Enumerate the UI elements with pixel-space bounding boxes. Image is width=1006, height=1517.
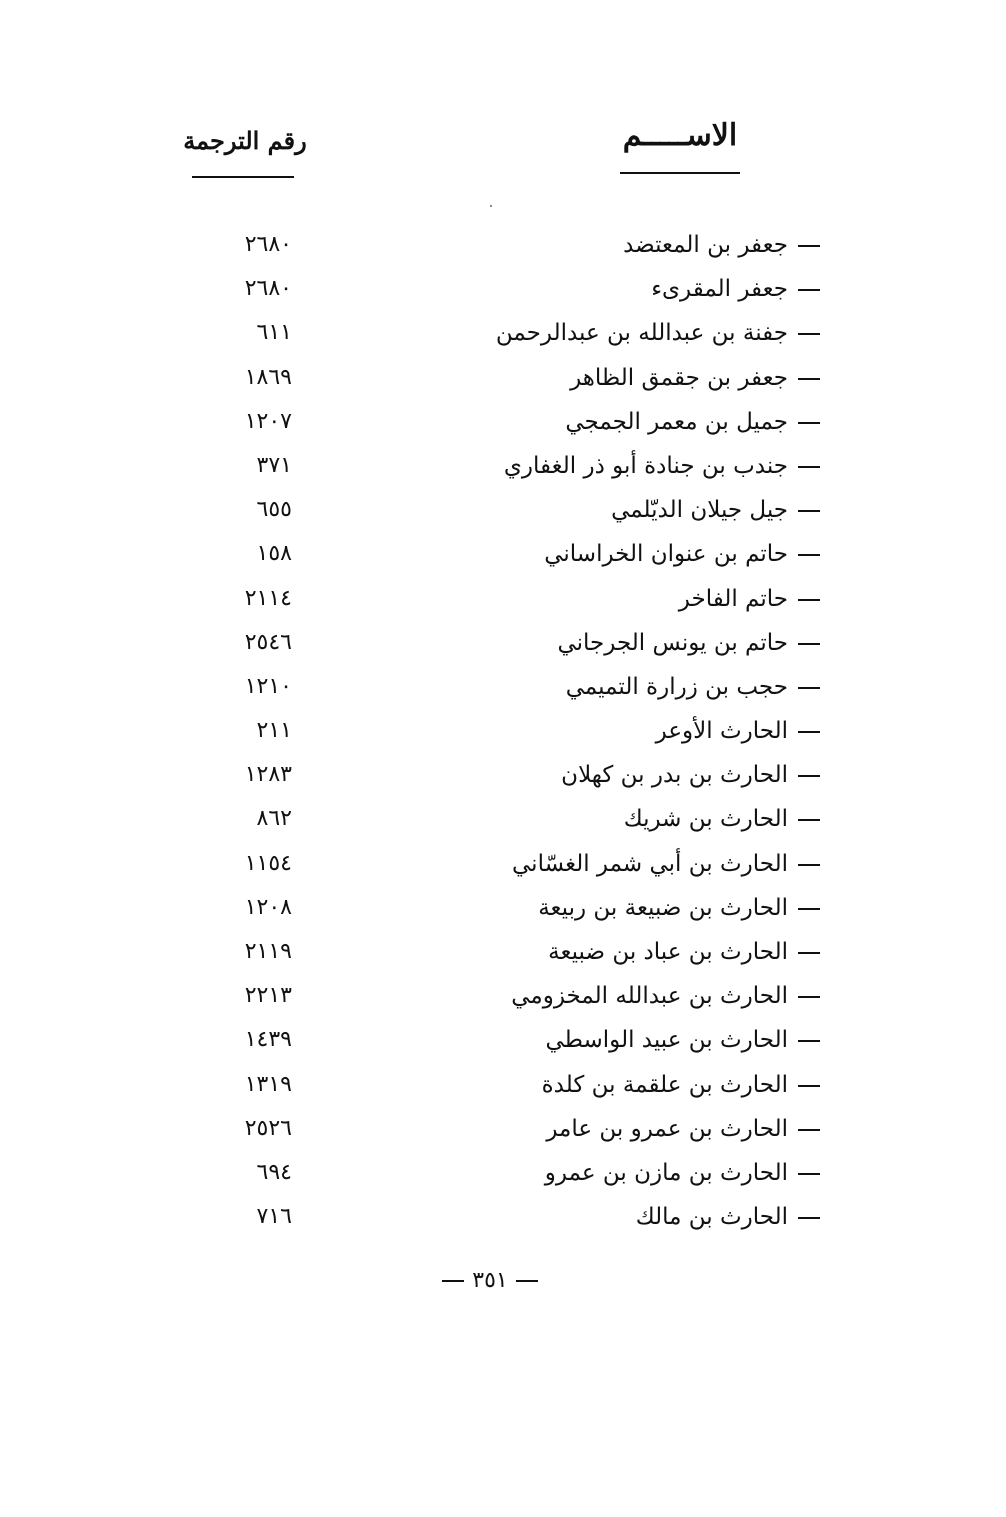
entry-translation-number: ١١٥٤ — [244, 850, 292, 876]
entry-translation-number: ١٥٨ — [256, 541, 292, 567]
entry-dash — [798, 378, 820, 380]
entry-name — [548, 936, 820, 968]
entry-dash — [798, 599, 820, 601]
index-entry-row — [0, 313, 1006, 357]
entry-translation-number: ٢١١٩ — [244, 939, 292, 964]
entry-dash — [798, 775, 820, 777]
entry-dash — [798, 333, 820, 335]
column-header-name: الاســـــم — [622, 118, 738, 153]
entry-name — [611, 494, 820, 526]
index-entry-row — [0, 888, 1006, 932]
entry-name — [624, 803, 820, 835]
entry-translation-number: ١٢٠٨ — [244, 894, 292, 920]
index-entry-row — [0, 711, 1006, 755]
entry-translation-number: ١٢١٠ — [244, 673, 292, 699]
entry-name — [651, 273, 820, 305]
entry-name — [557, 627, 820, 659]
entry-dash — [798, 510, 820, 512]
entry-translation-number: ١٨٦٩ — [244, 364, 292, 390]
entry-name — [545, 1157, 820, 1189]
index-entry-row — [0, 1020, 1006, 1064]
entry-name-text: الحارث بن شريك — [623, 806, 788, 833]
index-entry-row — [0, 976, 1006, 1020]
entry-name-text: جميل بن معمر الجمجي — [565, 408, 788, 435]
entry-translation-number: ١٢٠٧ — [244, 408, 292, 434]
entry-dash — [798, 819, 820, 821]
entry-dash — [798, 908, 820, 910]
index-entry-row — [0, 1109, 1006, 1153]
index-entry-row — [0, 490, 1006, 534]
entry-name — [656, 715, 820, 747]
entry-name — [504, 450, 820, 482]
entry-name-text: الحارث بن عباد بن ضبيعة — [548, 939, 788, 965]
index-entry-row — [0, 579, 1006, 623]
entry-dash — [798, 422, 820, 424]
entry-dash — [798, 245, 820, 247]
entry-translation-number: ١٢٨٣ — [244, 762, 292, 788]
entry-dash — [798, 864, 820, 866]
entry-name-text: الحارث بن مازن بن عمرو — [544, 1159, 788, 1186]
entry-name — [565, 406, 820, 438]
index-entry-row — [0, 667, 1006, 711]
index-entry-row — [0, 225, 1006, 269]
entry-name — [570, 362, 820, 394]
entry-name-text: الحارث بن عمرو بن عامر — [546, 1115, 788, 1142]
entry-name — [545, 1024, 820, 1056]
entry-translation-number: ٧١٦ — [256, 1204, 292, 1230]
entry-name-text: حاتم بن عنوان الخراساني — [544, 541, 788, 568]
entry-dash — [798, 1217, 820, 1219]
entry-name — [538, 892, 820, 924]
entry-name — [623, 229, 820, 261]
entry-dash — [798, 466, 820, 468]
entry-name-text: الحارث بن عبدالله المخزومي — [511, 983, 788, 1010]
entry-name-text: الحارث الأوعر — [655, 718, 788, 745]
entry-name-text: الحارث بن أبي شمر الغسّاني — [512, 850, 788, 877]
index-entry-row — [0, 402, 1006, 446]
entry-name-text: الحارث بن عبيد الواسطي — [545, 1027, 788, 1054]
entry-name-text: حاتم الفاخر — [678, 585, 788, 612]
entry-name — [561, 759, 820, 791]
entry-translation-number: ١٤٣٩ — [244, 1027, 292, 1053]
entry-name — [512, 848, 820, 880]
entry-name-text: جيل جيلان الديّلمي — [611, 497, 788, 524]
entry-name — [566, 671, 820, 703]
index-entries-list — [0, 225, 1006, 1241]
column-header-number-underline — [192, 176, 294, 178]
entry-name-text: جعفر بن جقمق الظاهر — [570, 364, 788, 391]
index-entry-row — [0, 1065, 1006, 1109]
entry-name-text: الحارث بن مالك — [635, 1204, 788, 1231]
entry-name-text: جعفر بن المعتضد — [623, 232, 788, 258]
column-header-number: رقم الترجمة — [183, 126, 307, 155]
entry-dash — [798, 952, 820, 954]
entry-name — [542, 1069, 820, 1101]
entry-name-text: جعفر المقرىء — [651, 276, 788, 303]
index-entry-row — [0, 932, 1006, 976]
entry-name — [511, 980, 820, 1012]
entry-dash — [798, 1085, 820, 1087]
entry-translation-number: ٢١١ — [256, 718, 292, 744]
entry-translation-number: ٢٥٢٦ — [244, 1115, 292, 1141]
entry-dash — [798, 554, 820, 556]
entry-name — [679, 583, 820, 615]
entry-name-text: جفنة بن عبدالله بن عبدالرحمن — [495, 320, 788, 347]
entry-dash — [798, 687, 820, 689]
entry-name — [546, 1113, 820, 1145]
entry-translation-number: ٢٥٤٦ — [244, 629, 292, 655]
entry-dash — [798, 996, 820, 998]
index-entry-row — [0, 623, 1006, 667]
entry-name-text: الحارث بن علقمة بن كلدة — [541, 1071, 788, 1098]
entry-translation-number: ٦١١ — [256, 320, 292, 346]
entry-name-text: حجب بن زرارة التميمي — [565, 673, 788, 700]
index-entry-row — [0, 799, 1006, 843]
entry-translation-number: ٢٦٨٠ — [244, 232, 292, 257]
entry-translation-number: ٢٢١٣ — [244, 983, 292, 1009]
index-entry-row — [0, 358, 1006, 402]
entry-translation-number: ١٣١٩ — [244, 1071, 292, 1097]
page-number: ٣٥١ — [472, 1268, 508, 1293]
index-entry-row — [0, 534, 1006, 578]
index-entry-row — [0, 755, 1006, 799]
entry-translation-number: ٢٦٨٠ — [244, 276, 292, 302]
entry-translation-number: ٣٧١ — [256, 452, 292, 478]
entry-translation-number: ٦٥٥ — [256, 497, 292, 523]
entry-translation-number: ٢١١٤ — [244, 585, 292, 611]
entry-name-text: حاتم بن يونس الجرجاني — [557, 629, 788, 656]
index-entry-row — [0, 1153, 1006, 1197]
entry-translation-number: ٨٦٢ — [256, 806, 292, 832]
entry-dash — [798, 1129, 820, 1131]
page-number-footer — [420, 1268, 560, 1293]
index-entry-row — [0, 269, 1006, 313]
entry-name — [496, 317, 820, 349]
entry-dash — [798, 289, 820, 291]
entry-name-text: الحارث بن ضبيعة بن ربيعة — [538, 894, 788, 921]
entry-dash — [798, 731, 820, 733]
entry-dash — [798, 643, 820, 645]
entry-name-text: الحارث بن بدر بن كهلان — [561, 762, 788, 789]
index-entry-row — [0, 844, 1006, 888]
index-entry-row — [0, 446, 1006, 490]
entry-name-text: جندب بن جنادة أبو ذر الغفاري — [503, 452, 788, 479]
entry-dash — [798, 1173, 820, 1175]
entry-name — [636, 1201, 820, 1233]
entry-dash — [798, 1040, 820, 1042]
index-entry-row — [0, 1197, 1006, 1241]
print-speck — [490, 205, 492, 207]
column-header-name-underline — [620, 172, 740, 174]
page-number-dash-right — [516, 1280, 538, 1282]
page-number-dash-left — [442, 1280, 464, 1282]
entry-name — [544, 538, 820, 570]
entry-translation-number: ٦٩٤ — [256, 1159, 292, 1185]
